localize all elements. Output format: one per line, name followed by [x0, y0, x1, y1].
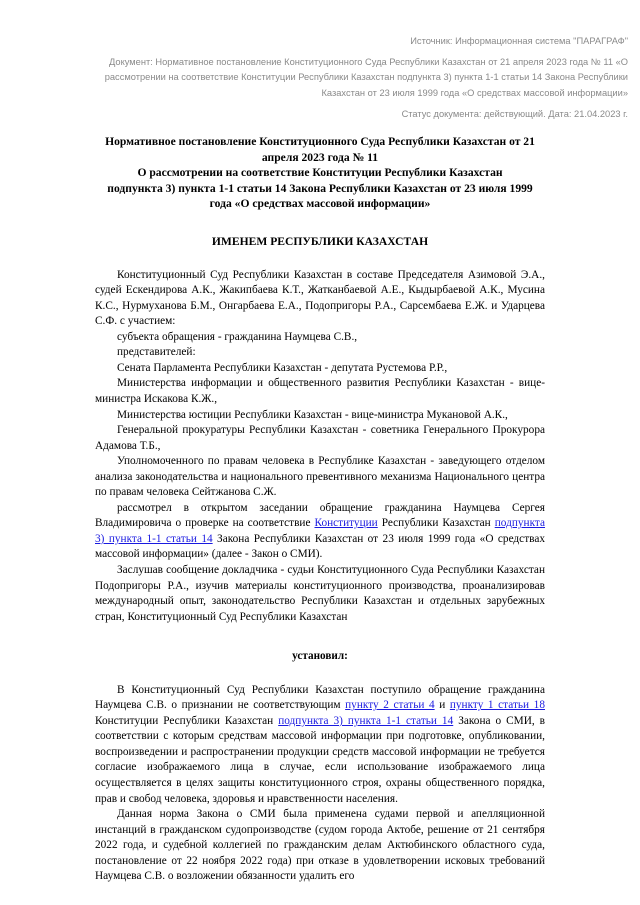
list-item-subject: субъекта обращения - гражданина Наумцева С.В., [117, 330, 358, 343]
link-subclause-3-clause-1-1-article-14[interactable]: подпункта 3) пункта 1-1 статьи 14 [95, 517, 546, 545]
p2-text-part-2: Республики Казахстан [377, 517, 495, 530]
p4-text-part-4: Закона о СМИ, в соответствии с которым средствам массовой информации при подготовке, опубликовании, воспроизведении и распространении продукции средств массовой информации не требуется согласие изображаемого лица в случае, если использование изображаемого лица осуществляется в целях защиты конституционного строя, охраны общественного порядка, прав и свобод человека, здоровья и нравственности населения. [95, 714, 545, 805]
link-constitution[interactable]: Конституции [314, 517, 378, 530]
paragraph-heard-report: Заслушав сообщение докладчика - судьи Конституционного Суда Республики Казахстан Подопригоры Р.А., изучив материалы конституционного производства, проанализировав международный опыт, законодательство Республики Казахстан и отдельных зарубежных стран, Конституционный Суд Республики Казахстан [95, 563, 545, 623]
link-subclause-3-clause-1-1-article-14-second[interactable]: подпункта 3) пункта 1-1 статьи 14 [278, 714, 454, 727]
paragraph-norm-applied-by-courts: Данная норма Закона о СМИ была применена судами первой и апелляционной инстанций в гражданском судопроизводстве (судом города Актобе, решение от 21 сентября 2022 года, и судебной коллегией по гражданским делам Актюбинского областного суда, постановление от 22 ноября 2022 года) при отказе в удовлетворении исковых требований Наумцева С.В. о возложении обязанности удалить его [95, 808, 545, 883]
title-line-4: подпункта 3) пункта 1-1 статьи 14 Закона Республики Казахстан от 23 июля 1999 [107, 181, 533, 195]
title-line-5: года «О средствах массовой информации» [209, 197, 431, 211]
document-content [0, 134, 640, 885]
heading-in-name-of-republic: ИМЕНЕМ РЕСПУБЛИКИ КАЗАХСТАН [211, 234, 429, 248]
p4-text-part-3: Конституции Республики Казахстан [95, 714, 279, 727]
list-item-senate: Сената Парламента Республики Казахстан - депутата Рустемова Р.Р., [117, 361, 448, 374]
meta-source-line: Источник: Информационная система "ПАРАГРАФ" [410, 36, 628, 46]
link-clause-1-article-18[interactable]: пункту 1 статьи 18 [449, 699, 545, 712]
paragraph-considered-in-session [95, 501, 545, 563]
link-clause-2-article-4[interactable]: пункту 2 статьи 4 [345, 699, 435, 712]
list-item-ministry-information: Министерства информации и общественного развития Республики Казахстан - вице-министра Искакова К.Ж., [95, 377, 545, 405]
paragraph-appeal-received [95, 683, 545, 807]
p2-text-part-1: рассмотрел в открытом заседании обращение гражданина Наумцева Сергея Владимировича о проверке на соответствие [95, 501, 545, 530]
list-item-representatives-label: представителей: [117, 346, 196, 359]
p2-text-part-3: Закона Республики Казахстан от 23 июля 1999 года «О средствах массовой информации» (далее - Закон о СМИ). [95, 532, 545, 561]
title-line-2: апреля 2023 года № 11 [261, 150, 379, 164]
title-line-1: Нормативное постановление Конституционного Суда Республики Казахстан от 21 [105, 135, 535, 149]
meta-status-line: Статус документа: действующий. Дата: 21.04.2023 г. [401, 108, 628, 119]
title-line-3: О рассмотрении на соответствие Конституции Республики Казахстан [137, 166, 503, 180]
p4-text-part-1: В Конституционный Суд Республики Казахстан поступило обращение гражданина Наумцева С.В. о признании не соответствующим [95, 683, 545, 712]
document-meta-header [0, 0, 640, 122]
list-item-prosecutor-general: Генеральной прокуратуры Республики Казахстан - советника Генерального Прокурора Адамова Т.Б., [95, 424, 545, 452]
list-item-ministry-justice: Министерства юстиции Республики Казахстан - вице-министра Мукановой А.К., [117, 408, 508, 421]
p4-text-part-2: и [434, 699, 450, 712]
meta-document-line: Документ: Нормативное постановление Конституционного Суда Республики Казахстан от 21 апреля 2023 года № 11 «О рассмотрении на соответствие Конституции Республики Казахстан подпункта 3) пункта 1-1 статьи 14 Закона Республики Казахстан от 23 июля 1999 года «О средствах массовой информации» [104, 57, 628, 98]
list-item-human-rights-commissioner: Уполномоченного по правам человека в Республике Казахстан - заведующего отделом анализа законодательства и национального превентивного механизма Национального центра по правам человека Сейтжанова С.Ж. [95, 455, 545, 499]
page-title [95, 134, 545, 212]
paragraph-court-composition: Конституционный Суд Республики Казахстан в составе Председателя Азимовой Э.А., судей Ескендирова А.К., Жакипбаева К.Т., Жатканбаевой А.Е., Кыдырбаевой А.К., Мусина К.С., Нурмуханова Б.М., Онгарбаева Е.А., Подопригоры Р.А., Сарсембаева Е.Ж. и Ударцева С.Ф. с участием: [95, 268, 545, 328]
heading-ustanovil: установил: [292, 650, 348, 663]
